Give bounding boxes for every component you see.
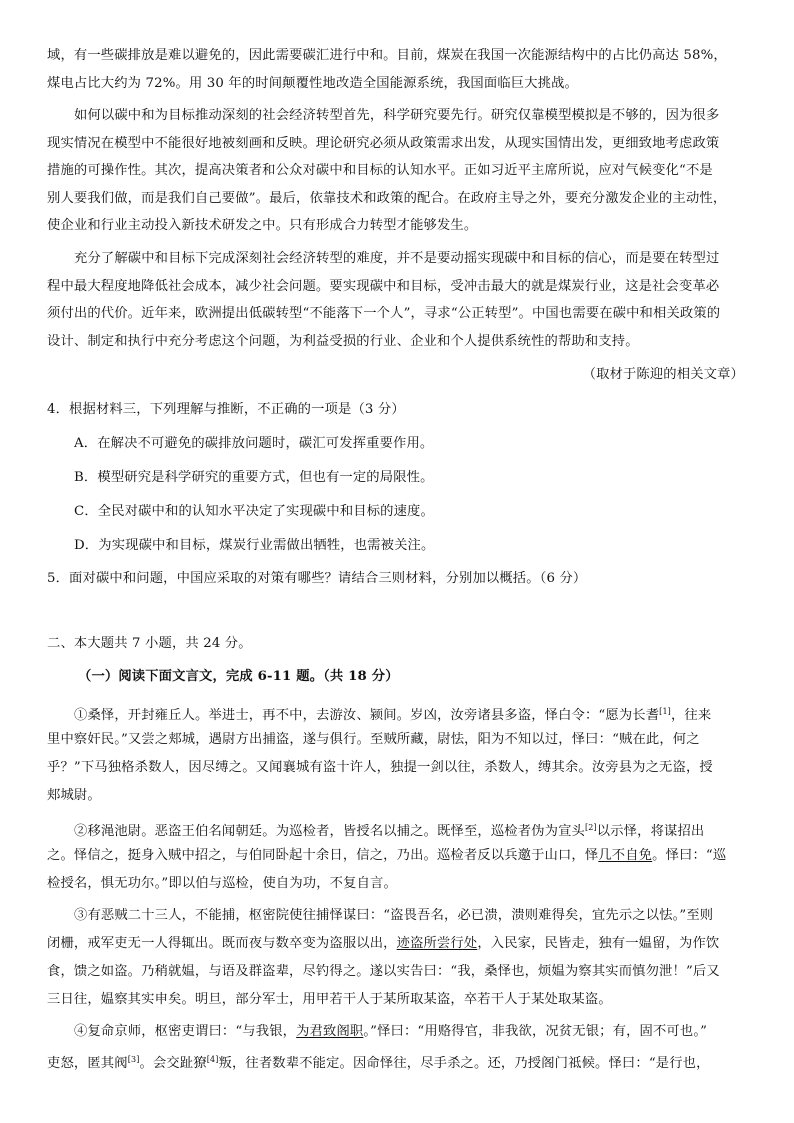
section-heading: 二、本大题共 7 小题，共 24 分。 [47,636,252,651]
classical-line [47,1051,710,1069]
classical-line [74,1023,707,1041]
text-run: ②移渑池尉。恶盗王伯名闻朝廷。为巡检者，皆授名以捕之。既怿至，巡检者伪为宣头 [74,824,585,839]
passage-line: 使企业和行业主动投入新技术研发之中。只有形成合力转型才能够发生。 [47,218,478,233]
footnote-ref-3: [3] [127,1055,140,1064]
classical-line: 郏城尉。 [47,788,101,803]
passage-line: 充分了解碳中和目标下完成深刻社会经济转型的难度，并不是要动摇实现碳中和目标的信心，而是要在转型过 [74,251,720,266]
classical-line [74,703,711,721]
text-run: ①桑怿，开封雍丘人。举进士，再不中，去游汝、颍间。岁凶，汝旁诸县多盗，怿白令：“愿为长耆 [74,708,660,723]
text-run: ，往来 [670,708,712,723]
passage-line: 设计、制定和执行中充分考虑这个问题，为利益受损的行业、企业和个人提供系统性的帮助和支持。 [47,334,639,349]
text-run: ④复命京师，枢密吏谓曰：“与我银， [74,1024,297,1039]
classical-line: 检授名，惧无功尔。”即以伯与巡检，使自为功，不复自言。 [47,876,397,891]
option-d: D．为实现碳中和目标，煤炭行业需做出牺牲，也需被关注。 [74,538,435,553]
passage-line: 别人要我们做，而是我们自己要做”。最后，依靠技术和政策的配合。在政府主导之外，要充分激发企业的主动性， [47,191,727,206]
option-c: C．全民对碳中和的认知水平决定了实现碳中和目标的速度。 [74,504,434,519]
passage-line: 如何以碳中和为目标推动深刻的社会经济转型首先，科学研究要先行。研究仅靠模型模拟是不够的，因为很多 [74,108,720,123]
source-citation: （取材于陈迎的相关文章） [582,367,744,382]
text-run: 叛，往者数辈不能定。因命怿往，尽手杀之。还，乃授阁门祗候。怿曰：“是行也， [218,1056,710,1071]
passage-line: 措施的可操作性。其次，提高决策者和公众对碳中和目标的认知水平。正如习近平主席所说，应对气候变化“不是 [47,163,713,178]
text-run: 闭栅，戒军吏无一人得辄出。既而夜与数卒变为盗服以出， [47,936,397,951]
option-b: B．模型研究是科学研究的重要方式，但也有一定的局限性。 [74,470,434,485]
passage-line: 程中最大程度地降低社会成本，减少社会问题。要实现碳中和目标，受冲击最大的就是煤炭行业，这是社会变革必 [47,279,720,294]
text-run: 吏怒，匿其阀 [47,1056,128,1071]
footnote-ref-4: [4] [206,1055,219,1064]
text-run: 之。怿信之，挺身入贼中招之，与伯同卧起十余日，信之，乃出。巡检者反以兵邀于山口，怿 [47,848,599,863]
classical-line [47,935,719,953]
underlined-phrase: 为君致阁职 [296,1024,364,1039]
question-5: 5．面对碳中和问题，中国应采取的对策有哪些？请结合三则材料，分别加以概括。（6 分） [47,571,587,586]
footnote-ref-1: [1] [659,707,671,716]
question-4: 4．根据材料三，下列理解与推断，不正确的一项是（3 分） [47,402,405,417]
text-run: 以示怿，将谋招出 [596,824,705,839]
text-run: 。怿曰：“巡 [652,848,727,863]
classical-line [47,847,726,865]
classical-line: ③有恶贼二十三人，不能捕，枢密院使往捕怿谋曰：“盗畏吾名，必已溃，溃则难得矣，宜先示之以怯。”至则 [74,908,714,923]
classical-line [74,819,704,837]
classical-line: 三日往，媪察其实申矣。明旦，部分军士，用甲若干人于某所取某盗，卒若干人于某处取某盗。 [47,992,612,1007]
passage-line: 域，有一些碳排放是难以避免的，因此需要碳汇进行中和。目前，煤炭在我国一次能源结构中的占比仍高达 58%， [47,48,727,63]
passage-line: 现实情况在模型中不能很好地被刻画和反映。理论研究必须从政策需求出发，从现实国情出发，更细致地考虑政策 [47,136,720,151]
text-run: 。会交趾獠 [139,1056,207,1071]
classical-line: 里中察奸民。”又尝之郏城，遇尉方出捕盗，遂与俱行。至贼所藏，尉怯，阳为不知以过，怿曰：“贼在此，何之 [47,732,700,747]
classical-line: 乎？”下马独格杀数人，因尽缚之。又闻襄城有盗十许人，独提一剑以往，杀数人，缚其余。汝旁县为之无盗，授 [47,760,713,775]
subsection-heading: （一）阅读下面文言文，完成 6-11 题。（共 18 分） [78,669,399,684]
underlined-phrase: 几不自免 [598,848,653,863]
classical-line: 食，馈之如盗。乃稍就媪，与语及群盗辈，尽钓得之。遂以实告曰：“我，桑怿也，烦媪为察其实而慎勿泄！”后又 [47,964,720,979]
footnote-ref-2: [2] [584,823,597,832]
text-run: 。”怿曰：“用赂得官，非我欲，况贫无银；有，固不可也。” [363,1024,708,1039]
option-a: A．在解决不可避免的碳排放问题时，碳汇可发挥重要作用。 [74,436,434,451]
underlined-phrase: 迹盗所尝行处 [396,936,478,951]
passage-line: 须付出的代价。近年来，欧洲提出低碳转型“不能落下一个人”，寻求“公正转型”。中国也需要在碳中和相关政策的 [47,306,721,321]
text-run: ，入民家，民皆走，独有一媪留，为作饮 [477,936,720,951]
passage-line: 煤电占比大约为 72%。用 30 年的时间颠覆性地改造全国能源系统，我国面临巨大挑战。 [47,76,578,91]
